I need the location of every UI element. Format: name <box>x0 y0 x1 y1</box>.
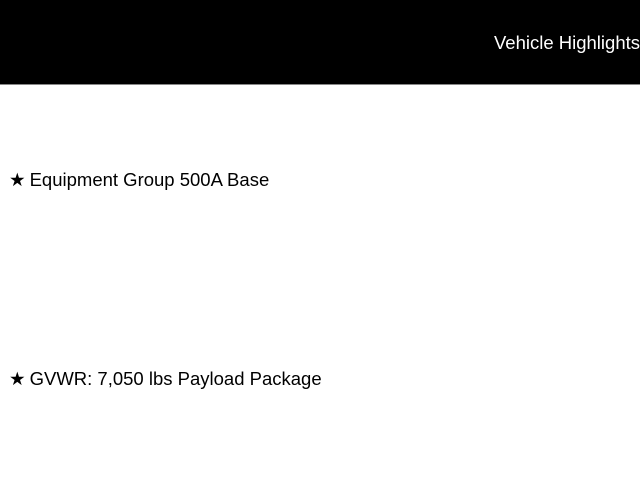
highlight-item <box>9 368 322 390</box>
header-bar <box>0 0 640 85</box>
star-bullet-icon: ★ <box>9 170 26 191</box>
highlight-label: GVWR: 7,050 lbs Payload Package <box>29 368 322 389</box>
page-title: Vehicle Highlights <box>493 31 640 53</box>
star-bullet-icon: ★ <box>9 369 26 390</box>
highlight-item <box>9 169 269 191</box>
highlight-label: Equipment Group 500A Base <box>29 169 270 190</box>
